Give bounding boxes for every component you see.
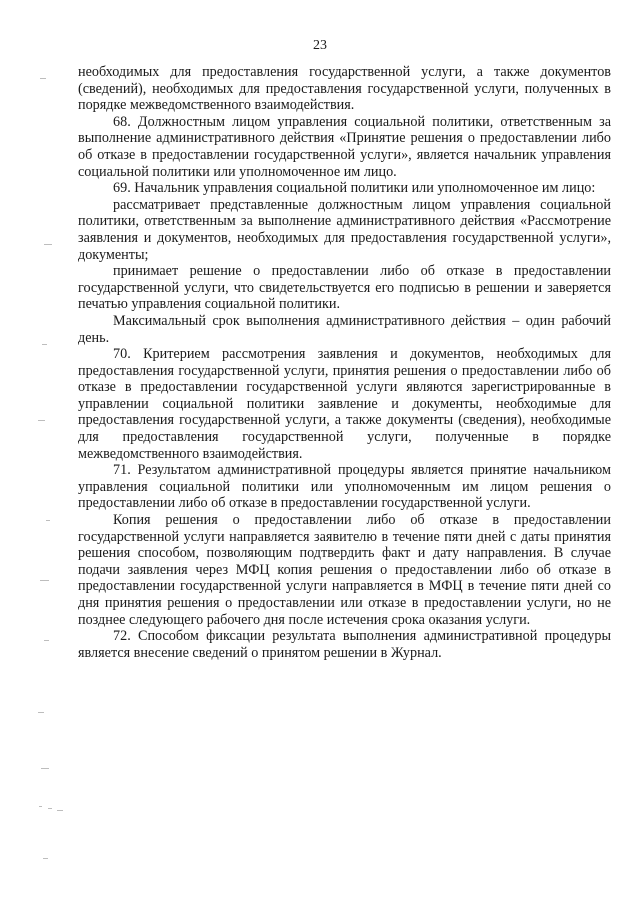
paragraph-69-item-1: рассматривает представленные должностным лицом управления социальной политики, ответственным за выполнение административного действия «Рассмотрение заявления и документов, необходимых для предоставления государственной услуги», документы;	[78, 196, 611, 263]
paragraph-68: 68. Должностным лицом управления социальной политики, ответственным за выполнение административного действия «Принятие решения о предоставлении либо об отказе в предоставлении государственной услуги», является начальник управления социальной политики или уполномоченное им лицо.	[78, 113, 611, 180]
paragraph-71: 71. Результатом административной процедуры является принятие начальником управления социальной политики или уполномоченным им лицом решения о предоставлении либо об отказе в предоставлении государственной услуги.	[78, 462, 611, 512]
document-body	[78, 64, 611, 661]
paragraph-70: 70. Критерием рассмотрения заявления и документов, необходимых для предоставления государственной услуги, принятия решения о предоставлении либо об отказе в предоставлении государственной услуги являются зарегистрированные в управлении социальной политики заявление и документы, необходимые для предоставления государственной услуги, а также документы (сведения), необходимые для предоставления государственной услуги, полученные в порядке межведомственного взаимодействия.	[78, 346, 611, 462]
paragraph-69: 69. Начальник управления социальной политики или уполномоченное им лицо:	[113, 180, 596, 197]
paragraph-71-copy: Копия решения о предоставлении либо об отказе в предоставлении государственной услуги направляется заявителю в течение пяти дней с даты принятия решения способом, позволяющим подтвердить факт и дату направления. В случае подачи заявления через МФЦ копия решения о предоставлении либо об отказе в предоставлении государственной услуги направляется в МФЦ в течение пяти дней со дня принятия решения о предоставлении или отказе в предоставлении услуги, но не позднее следующего рабочего дня после истечения срока оказания услуги.	[78, 512, 611, 628]
paragraph-max-term: Максимальный срок выполнения административного действия – один рабочий день.	[78, 312, 611, 346]
page-number: 23	[313, 38, 327, 53]
paragraph-continuation: необходимых для предоставления государственной услуги, а также документов (сведений), необходимых для предоставления государственной услуги, полученных в порядке межведомственного взаимодействия.	[78, 64, 611, 114]
paragraph-72: 72. Способом фиксации результата выполнения административной процедуры является внесение сведений о принятом решении в Журнал.	[78, 628, 611, 661]
paragraph-69-item-2: принимает решение о предоставлении либо об отказе в предоставлении государственной услуги, что свидетельствуется его подписью в решении и заверяется печатью управления социальной политики.	[78, 263, 611, 313]
